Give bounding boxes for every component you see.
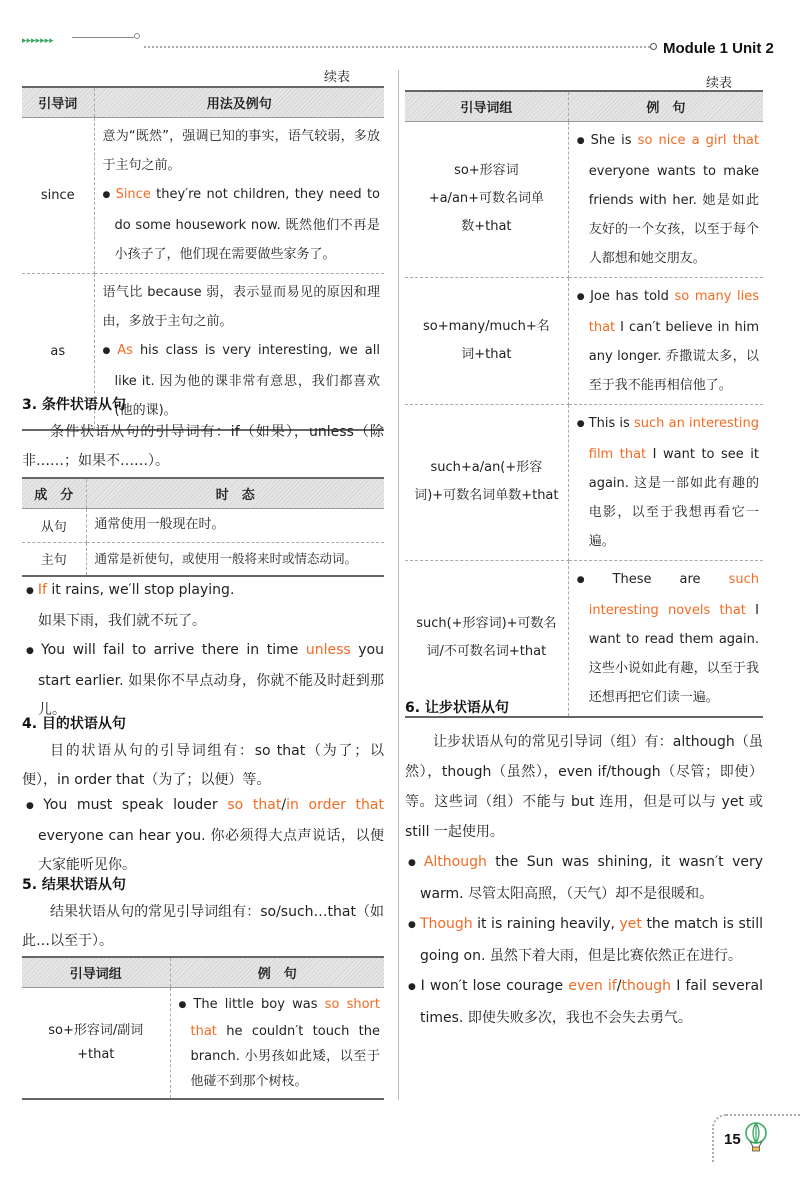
table-row bbox=[405, 560, 763, 717]
table-row bbox=[22, 508, 384, 542]
example-text: You must speak louder bbox=[43, 797, 228, 813]
example-text: his class is very interesting, we all like it. 因为他的课非常有意思，我们都喜欢(他的课)。 bbox=[114, 342, 380, 418]
table-header-phrase: 引导词组 bbox=[405, 91, 568, 121]
highlight-word: such interesting novels that bbox=[588, 571, 759, 618]
table-cell-usage bbox=[94, 117, 384, 273]
table-cell-part: 从句 bbox=[22, 508, 86, 542]
highlight-word: in order that bbox=[286, 797, 384, 813]
table-cell-word: since bbox=[22, 117, 94, 273]
example-text: you start earlier. 如果你不早点动身，你就不能及时赶到那儿。 bbox=[38, 642, 384, 718]
example-text: She is bbox=[590, 132, 638, 148]
highlight-word: As bbox=[117, 342, 133, 358]
example-translation: 如果下雨，我们就不玩了。 bbox=[38, 613, 206, 629]
highlight-word: so many lies that bbox=[588, 288, 759, 335]
highlight-word: yet bbox=[619, 916, 642, 932]
table-row bbox=[22, 117, 384, 273]
header-dotted-line bbox=[144, 46, 650, 48]
example-text: he couldn′t touch the branch. 小男孩如此矮，以至于他碰不到那个树枝。 bbox=[190, 1023, 380, 1089]
highlight-word: Since bbox=[115, 186, 151, 202]
column-divider bbox=[398, 70, 399, 1100]
header-circle bbox=[134, 33, 140, 39]
example-sentence bbox=[408, 909, 763, 971]
example-text: it is raining heavily, bbox=[472, 916, 620, 932]
page-number: 15 bbox=[724, 1131, 741, 1148]
highlight-word: so that bbox=[227, 797, 282, 813]
header-arrows: ▸▸▸▸▸▸▸ bbox=[22, 36, 54, 46]
highlight-word: If bbox=[37, 582, 47, 598]
example-text: I can′t believe in him any longer. 乔撒谎太多，以至于我不能再相信他了。 bbox=[588, 319, 759, 393]
example-text: This is bbox=[588, 415, 635, 431]
table-result-so-that bbox=[22, 956, 384, 1100]
highlight-word: unless bbox=[305, 642, 351, 658]
example-sentence bbox=[103, 180, 381, 269]
example-text: it rains, we′ll stop playing. bbox=[46, 582, 235, 598]
example-sentence bbox=[103, 336, 381, 425]
table-cell-phrase: so+形容词+a/an+可数名词单数+that bbox=[405, 121, 568, 277]
example-text: These are bbox=[612, 571, 729, 587]
table-header-part: 成 分 bbox=[22, 478, 86, 508]
table-cell-tense: 通常使用一般现在时。 bbox=[86, 508, 384, 542]
example-sentence bbox=[577, 126, 759, 273]
example-text: You will fail to arrive there in time bbox=[40, 642, 306, 658]
section-title-6: 6. 让步状语从句 bbox=[405, 700, 509, 716]
table-header-example: 例 句 bbox=[568, 91, 763, 121]
example-text: everyone can hear you. 你必须得大点声说话，以便大家能听见你。 bbox=[38, 828, 384, 873]
example-text: the match is still going on. 虽然下着大雨，但是比赛依然正在进行。 bbox=[420, 916, 763, 964]
example-sentence bbox=[577, 282, 759, 400]
example-text: I fail several times. 即使失败多次，我也不会失去勇气。 bbox=[420, 978, 764, 1026]
example-sentence bbox=[179, 992, 381, 1094]
example-text: they′re not children, they need to do some housework now. 既然他们不再是小孩子了，他们现在需要做些家务了。 bbox=[114, 186, 380, 262]
table-conditional-tense bbox=[22, 477, 384, 577]
table-row bbox=[405, 277, 763, 404]
highlight-word: though bbox=[621, 978, 672, 994]
example-text: everyone wants to make friends with her. 她是如此友好的一个女孩，以至于每个人都想和她交朋友。 bbox=[588, 163, 759, 266]
section-title-4: 4. 目的状语从句 bbox=[22, 716, 126, 732]
section-3-examples bbox=[26, 576, 384, 725]
table-cell-example bbox=[568, 404, 763, 560]
example-sentence bbox=[408, 847, 763, 909]
example-sentence bbox=[26, 576, 384, 607]
page-header-title: Module 1 Unit 2 bbox=[663, 40, 774, 57]
example-text: The little boy was bbox=[193, 996, 325, 1012]
example-sentence bbox=[408, 971, 763, 1033]
section-6-intro: 让步状语从句的常见引导词（组）有：although（虽然），though（虽然），even if/though（尽管；即使）等。这些词（组）不能与 but 连用，但是可以与 yet 或 still 一起使用。 bbox=[405, 734, 763, 840]
table-cell-word: as bbox=[22, 273, 94, 430]
table-conjunctions-since-as bbox=[22, 86, 384, 431]
table-cell-phrase: so+形容词/副词+that bbox=[22, 987, 170, 1099]
highlight-word: even if bbox=[568, 978, 617, 994]
example-text: Joe has told bbox=[590, 288, 675, 304]
table-header-usage: 用法及例句 bbox=[94, 87, 384, 117]
table-header-tense: 时 态 bbox=[86, 478, 384, 508]
table-cell-phrase: so+many/much+名词+that bbox=[405, 277, 568, 404]
highlight-word: so nice a girl that bbox=[637, 132, 759, 148]
example-text: I want to see it again. 这是一部如此有趣的电影，以至于我想再看它一遍。 bbox=[588, 446, 760, 549]
section-6-examples bbox=[408, 847, 763, 1033]
example-sentence bbox=[26, 636, 384, 725]
header-line bbox=[72, 37, 134, 38]
table-row bbox=[405, 121, 763, 277]
section-4-example bbox=[26, 791, 384, 880]
section-4-intro: 目的状语从句的引导词组有：so that（为了；以便），in order that（为了；以便）等。 bbox=[22, 743, 384, 788]
table-header-phrase: 引导词组 bbox=[22, 957, 170, 987]
hot-air-balloon-icon bbox=[744, 1122, 768, 1152]
example-text: / bbox=[281, 797, 287, 813]
highlight-word: so short that bbox=[190, 996, 380, 1039]
continued-label-left: 续表 bbox=[324, 70, 351, 85]
table-row bbox=[405, 404, 763, 560]
example-sentence bbox=[577, 409, 759, 556]
usage-text: 语气比 because 弱，表示显而易见的原因和理由，多放于主句之前。 bbox=[102, 284, 380, 329]
table-cell-usage bbox=[94, 273, 384, 430]
section-3-intro: 条件状语从句的引导词有：if（如果），unless（除非……；如果不……）。 bbox=[22, 424, 384, 469]
header-circle-right bbox=[650, 43, 657, 50]
usage-text: 意为“既然”，强调已知的事实，语气较弱，多放于主句之前。 bbox=[102, 128, 380, 173]
table-cell-phrase: such+a/an(+形容词)+可数名词单数+that bbox=[405, 404, 568, 560]
table-row bbox=[22, 987, 384, 1099]
example-text: / bbox=[616, 978, 622, 994]
table-header-example: 例 句 bbox=[170, 957, 384, 987]
section-5-intro: 结果状语从句的常见引导词组有：so/such…that（如此…以至于）。 bbox=[22, 904, 384, 949]
table-result-so-such bbox=[405, 90, 763, 718]
section-title-3: 3. 条件状语从句 bbox=[22, 397, 126, 413]
example-text: I want to read them again. 这些小说如此有趣，以至于我还想再把它们读一遍。 bbox=[588, 602, 759, 705]
table-cell-example bbox=[170, 987, 384, 1099]
example-sentence bbox=[26, 791, 384, 880]
table-header-word: 引导词 bbox=[22, 87, 94, 117]
table-cell-example bbox=[568, 560, 763, 717]
example-text: the Sun was shining, it wasn′t very warm. 尽管太阳高照，（天气）却不是很暖和。 bbox=[420, 854, 764, 902]
highlight-word: Although bbox=[423, 854, 487, 870]
example-sentence bbox=[577, 565, 759, 712]
table-row bbox=[22, 542, 384, 576]
section-title-5: 5. 结果状语从句 bbox=[22, 877, 126, 893]
table-cell-example bbox=[568, 277, 763, 404]
table-cell-tense: 通常是祈使句，或使用一般将来时或情态动词。 bbox=[86, 542, 384, 576]
table-cell-phrase: such(+形容词)+可数名词/不可数名词+that bbox=[405, 560, 568, 717]
table-cell-example bbox=[568, 121, 763, 277]
continued-label-right: 续表 bbox=[706, 76, 733, 91]
highlight-word: such an interesting film that bbox=[588, 415, 759, 462]
highlight-word: Though bbox=[419, 916, 473, 932]
table-cell-part: 主句 bbox=[22, 542, 86, 576]
example-text: I won′t lose courage bbox=[420, 978, 569, 994]
